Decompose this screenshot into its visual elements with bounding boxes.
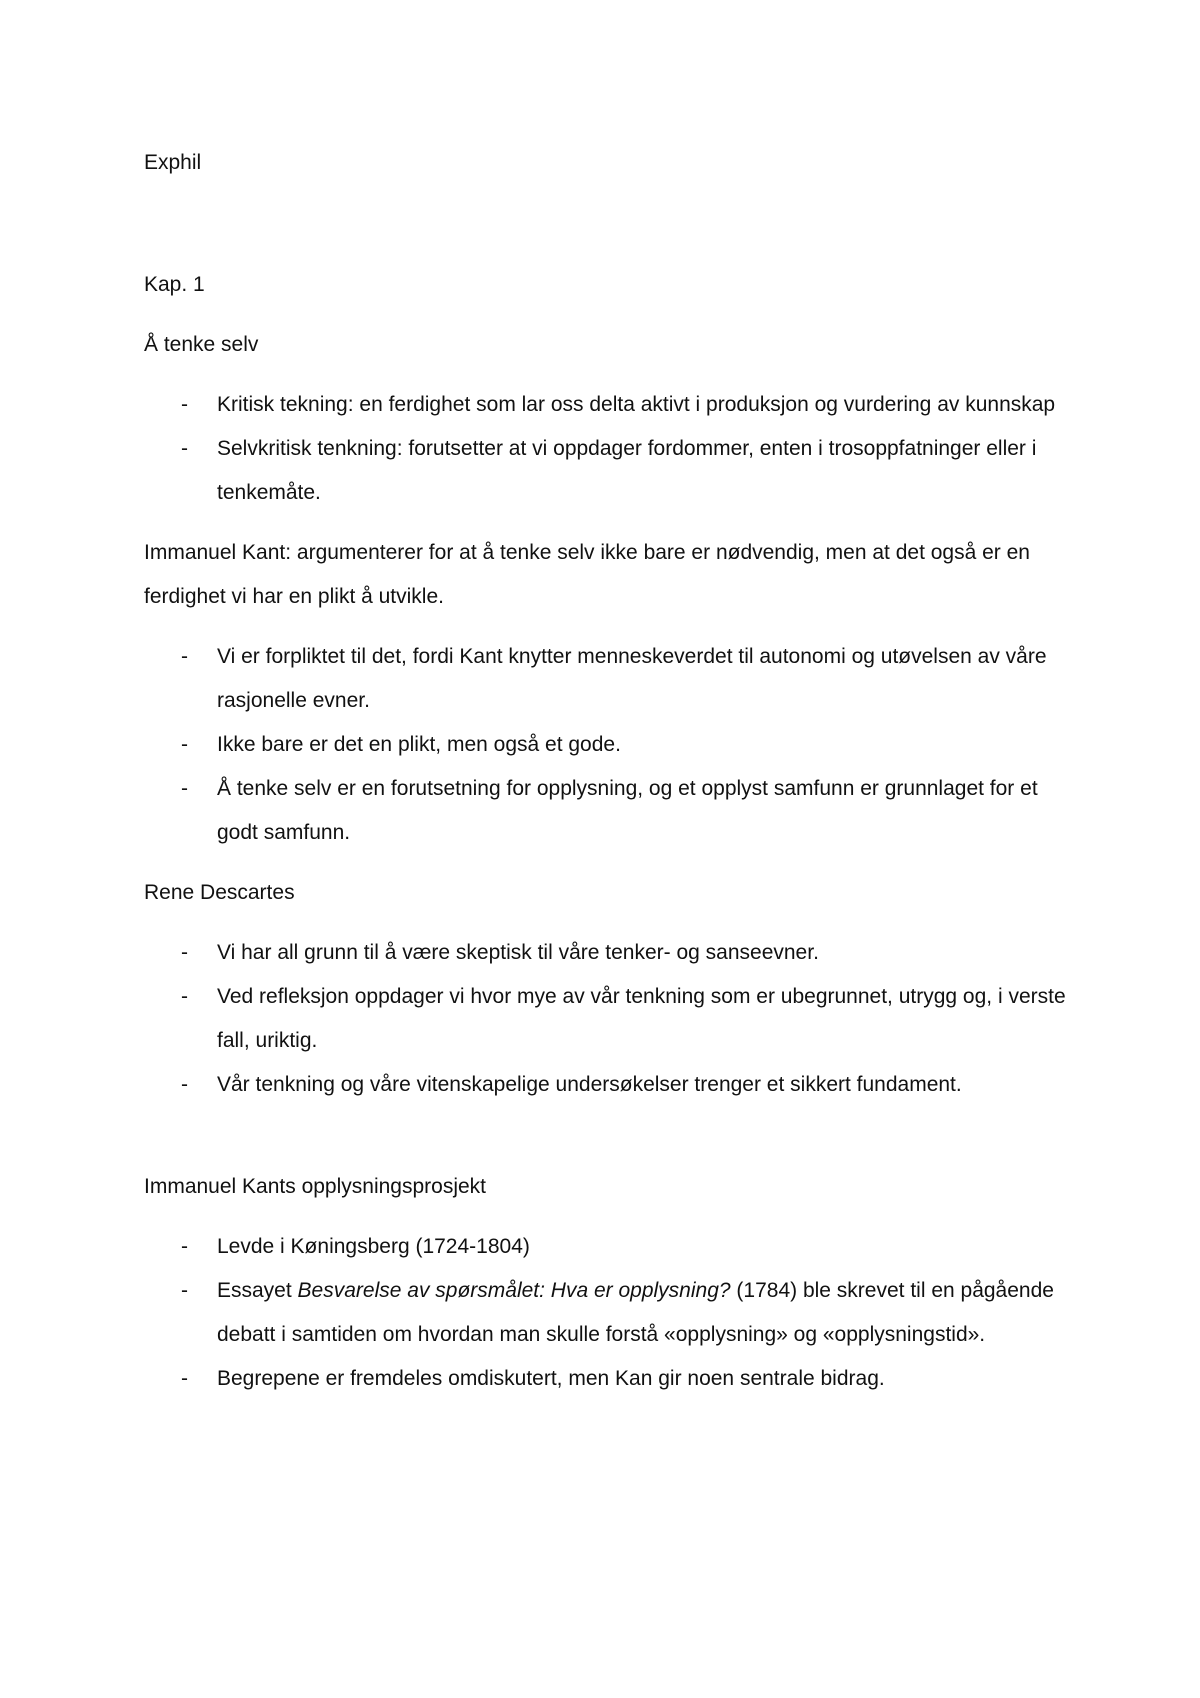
list-item	[144, 1225, 1084, 1269]
list-item-text: Begrepene er fremdeles omdiskutert, men Kan gir noen sentrale bidrag.	[217, 1367, 885, 1390]
kant-list	[144, 635, 1084, 855]
dash-bullet: -	[181, 777, 188, 800]
list-item	[144, 723, 1084, 767]
list-item	[144, 767, 1084, 855]
dash-bullet: -	[181, 393, 188, 416]
list-item-text: Å tenke selv er en forutsetning for opplysning, og et opplyst samfunn er grunnlaget for et godt samfunn.	[217, 777, 1038, 844]
dash-bullet: -	[181, 437, 188, 460]
list-item	[144, 931, 1084, 975]
list-item	[144, 383, 1084, 427]
list-item	[144, 1357, 1084, 1401]
kant-paragraph: Immanuel Kant: argumenterer for at å tenke selv ikke bare er nødvendig, men at det også er en ferdighet vi har en plikt å utvikle.	[144, 541, 1030, 608]
dash-bullet: -	[181, 1367, 188, 1390]
descartes-list	[144, 931, 1084, 1107]
list-item	[144, 975, 1084, 1063]
list-item	[144, 1063, 1084, 1107]
section-heading-descartes: Rene Descartes	[144, 881, 295, 904]
tenke-selv-list	[144, 383, 1084, 515]
dash-bullet: -	[181, 1073, 188, 1096]
dash-bullet: -	[181, 985, 188, 1008]
list-item-text: Vår tenkning og våre vitenskapelige undersøkelser trenger et sikkert fundament.	[217, 1073, 962, 1096]
list-item-text: Vi har all grunn til å være skeptisk til våre tenker- og sanseevner.	[217, 941, 819, 964]
dash-bullet: -	[181, 733, 188, 756]
list-item-text: Vi er forpliktet til det, fordi Kant knytter menneskeverdet til autonomi og utøvelsen av våre rasjonelle evner.	[217, 645, 1047, 712]
dash-bullet: -	[181, 1279, 188, 1302]
list-item-text: Ikke bare er det en plikt, men også et gode.	[217, 733, 621, 756]
list-item-text-prefix: Essayet	[217, 1279, 298, 1302]
dash-bullet: -	[181, 645, 188, 668]
list-item	[144, 1269, 1084, 1357]
document-body	[144, 141, 1084, 1401]
section-heading-enlightenment: Immanuel Kants opplysningsprosjekt	[144, 1175, 487, 1198]
list-item-text-suffix: (1784) ble skrevet til en pågående debatt i samtiden om hvordan man skulle forstå «opplysning» og «opplysningstid».	[217, 1279, 1054, 1346]
enlightenment-list	[144, 1225, 1084, 1401]
document-title: Exphil	[144, 151, 202, 174]
section-heading-tenke-selv: Å tenke selv	[144, 333, 259, 356]
list-item-text: Levde i Køningsberg (1724-1804)	[217, 1235, 530, 1258]
essay-title: Besvarelse av spørsmålet: Hva er opplysning?	[297, 1279, 731, 1302]
list-item	[144, 427, 1084, 515]
list-item	[144, 635, 1084, 723]
list-item-text: Selvkritisk tenkning: forutsetter at vi oppdager fordommer, enten i trosoppfatninger eller i tenkemåte.	[217, 437, 1037, 504]
list-item-text: Kritisk tekning: en ferdighet som lar oss delta aktivt i produksjon og vurdering av kunnskap	[217, 393, 1056, 416]
dash-bullet: -	[181, 941, 188, 964]
list-item-text: Ved refleksjon oppdager vi hvor mye av vår tenkning som er ubegrunnet, utrygg og, i verste fall, uriktig.	[217, 985, 1066, 1052]
dash-bullet: -	[181, 1235, 188, 1258]
chapter-heading: Kap. 1	[144, 273, 205, 296]
